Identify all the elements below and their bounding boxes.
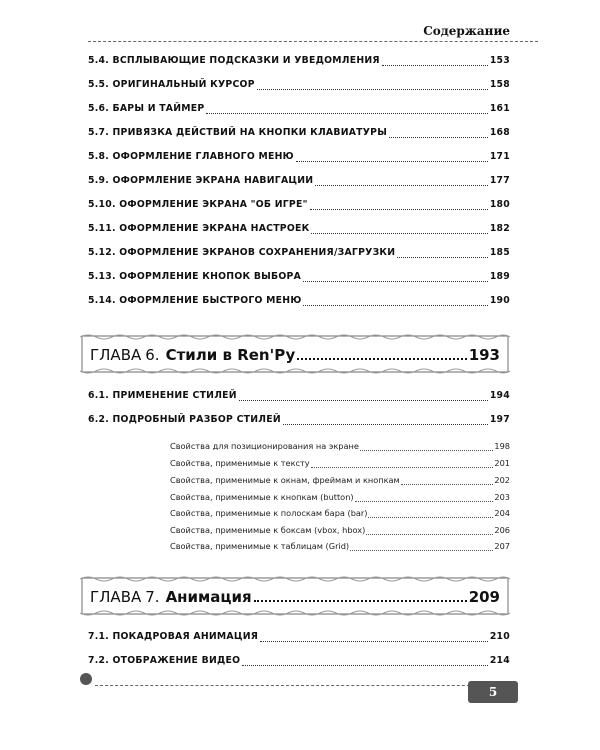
footer-rule — [95, 685, 500, 686]
dot-leader — [310, 209, 488, 210]
dot-leader — [254, 600, 467, 602]
sub-entry-page: 201 — [494, 458, 510, 468]
dot-leader — [389, 137, 488, 138]
toc-entry-page: 214 — [489, 655, 510, 666]
toc-entry-page: 161 — [489, 103, 510, 114]
chapter-page: 209 — [468, 588, 500, 606]
toc-entry-5-12[interactable] — [88, 247, 510, 261]
toc-entry-page: 168 — [489, 127, 510, 138]
toc-entry-5-10[interactable] — [88, 199, 510, 213]
sub-entry-label: Свойства, применимые к тексту — [170, 458, 310, 468]
sub-entry-page: 198 — [494, 441, 510, 451]
dot-leader — [311, 233, 487, 234]
toc-entry-label: 5.14. ОФОРМЛЕНИЕ БЫСТРОГО МЕНЮ — [88, 295, 302, 306]
dot-leader — [242, 665, 488, 666]
sub-entry-page: 202 — [494, 475, 510, 485]
toc-entry-label: 5.4. ВСПЛЫВАЮЩИЕ ПОДСКАЗКИ И УВЕДОМЛЕНИЯ — [88, 55, 380, 66]
dot-leader — [260, 641, 488, 642]
toc-entry-5-13[interactable] — [88, 271, 510, 285]
toc-entry-page: 177 — [489, 175, 510, 186]
dot-leader — [303, 281, 488, 282]
sub-entry-label: Свойства, применимые к таблицам (Grid) — [170, 541, 350, 551]
toc-entry-6-1[interactable] — [88, 390, 510, 404]
toc-entry-label: 5.10. ОФОРМЛЕНИЕ ЭКРАНА "ОБ ИГРЕ" — [88, 199, 308, 210]
toc-entry-label: 7.1. ПОКАДРОВАЯ АНИМАЦИЯ — [88, 631, 259, 642]
sub-entry-page: 203 — [494, 492, 510, 502]
toc-entry-page: 210 — [489, 631, 510, 642]
dot-leader — [355, 501, 494, 502]
dot-leader — [297, 358, 466, 360]
toc-entry-page: 182 — [489, 223, 510, 234]
toc-entry-5-7[interactable] — [88, 127, 510, 141]
chapter-6-line — [90, 346, 500, 364]
sub-entry[interactable] — [170, 458, 510, 470]
sub-entry-label: Свойства, применимые к кнопкам (button) — [170, 492, 354, 502]
toc-entry-label: 7.2. ОТОБРАЖЕНИЕ ВИДЕО — [88, 655, 241, 666]
chapter-6-heading[interactable] — [80, 334, 510, 374]
sub-entry-label: Свойства, применимые к полоскам бара (bar) — [170, 508, 368, 518]
chapter-number: 6. — [145, 346, 160, 364]
sub-entry[interactable] — [170, 541, 510, 553]
toc-entry-label: 5.9. ОФОРМЛЕНИЕ ЭКРАНА НАВИГАЦИИ — [88, 175, 314, 186]
sub-entry[interactable] — [170, 475, 510, 487]
toc-entry-label: 6.1. ПРИМЕНЕНИЕ СТИЛЕЙ — [88, 390, 237, 401]
toc-entry-7-2[interactable] — [88, 655, 510, 669]
sub-entry[interactable] — [170, 492, 510, 504]
sub-entry[interactable] — [170, 525, 510, 537]
toc-entry-label: 5.12. ОФОРМЛЕНИЕ ЭКРАНОВ СОХРАНЕНИЯ/ЗАГРУЗКИ — [88, 247, 396, 258]
dot-leader — [397, 257, 488, 258]
toc-entry-page: 185 — [489, 247, 510, 258]
sub-entry-page: 206 — [494, 525, 510, 535]
toc-entry-label: 5.7. ПРИВЯЗКА ДЕЙСТВИЙ НА КНОПКИ КЛАВИАТУРЫ — [88, 127, 388, 138]
sub-entry-label: Свойства, применимые к окнам, фреймам и кнопкам — [170, 475, 400, 485]
toc-entry-page: 153 — [489, 55, 510, 66]
bullet-dot-icon — [80, 673, 92, 685]
dot-leader — [350, 550, 493, 551]
toc-entry-5-5[interactable] — [88, 79, 510, 93]
toc-entry-5-14[interactable] — [88, 295, 510, 309]
toc-entry-label: 5.6. БАРЫ И ТАЙМЕР — [88, 103, 205, 114]
dot-leader — [303, 305, 487, 306]
dot-leader — [382, 65, 488, 66]
dot-leader — [206, 113, 487, 114]
sub-entry-label: Свойства, применимые к боксам (vbox, hbox) — [170, 525, 366, 535]
chapter-prefix: ГЛАВА — [90, 346, 142, 364]
toc-entry-5-4[interactable] — [88, 55, 510, 69]
chapter-7-heading[interactable] — [80, 576, 510, 616]
dot-leader — [283, 424, 488, 425]
toc-entry-page: 197 — [489, 414, 510, 425]
header-rule — [88, 41, 538, 42]
toc-entry-page: 171 — [489, 151, 510, 162]
toc-entry-label: 5.13. ОФОРМЛЕНИЕ КНОПОК ВЫБОРА — [88, 271, 302, 282]
toc-entry-label: 5.11. ОФОРМЛЕНИЕ ЭКРАНА НАСТРОЕК — [88, 223, 310, 234]
toc-entry-5-9[interactable] — [88, 175, 510, 189]
dot-leader — [368, 517, 493, 518]
dot-leader — [239, 400, 488, 401]
toc-entry-label: 5.5. ОРИГИНАЛЬНЫЙ КУРСОР — [88, 79, 255, 90]
dot-leader — [257, 89, 488, 90]
chapter-7-line — [90, 588, 500, 606]
toc-entry-5-6[interactable] — [88, 103, 510, 117]
toc-entry-label: 5.8. ОФОРМЛЕНИЕ ГЛАВНОГО МЕНЮ — [88, 151, 294, 162]
toc-entry-page: 180 — [489, 199, 510, 210]
chapter-title: Анимация — [165, 588, 252, 606]
sub-entry-page: 207 — [494, 541, 510, 551]
page-number-badge: 5 — [468, 681, 518, 703]
chapter-title: Стили в Ren'Py — [165, 346, 296, 364]
toc-entry-6-2[interactable] — [88, 414, 510, 428]
dot-leader — [366, 534, 493, 535]
dot-leader — [401, 484, 494, 485]
toc-entry-page: 190 — [489, 295, 510, 306]
dot-leader — [315, 185, 487, 186]
chapter-prefix: ГЛАВА — [90, 588, 142, 606]
sub-entry[interactable] — [170, 508, 510, 520]
dot-leader — [311, 467, 494, 468]
sub-entry-page: 204 — [494, 508, 510, 518]
toc-entry-page: 158 — [489, 79, 510, 90]
toc-entry-7-1[interactable] — [88, 631, 510, 645]
toc-entry-5-11[interactable] — [88, 223, 510, 237]
toc-entry-5-8[interactable] — [88, 151, 510, 165]
header-title: Содержание — [423, 24, 510, 38]
dot-leader — [360, 450, 493, 451]
toc-entry-page: 189 — [489, 271, 510, 282]
toc-entry-page: 194 — [489, 390, 510, 401]
sub-entry[interactable] — [170, 441, 510, 453]
chapter-number: 7. — [145, 588, 160, 606]
chapter-page: 193 — [468, 346, 500, 364]
toc-entry-label: 6.2. ПОДРОБНЫЙ РАЗБОР СТИЛЕЙ — [88, 414, 281, 425]
sub-entry-label: Свойства для позиционирования на экране — [170, 441, 359, 451]
dot-leader — [296, 161, 488, 162]
